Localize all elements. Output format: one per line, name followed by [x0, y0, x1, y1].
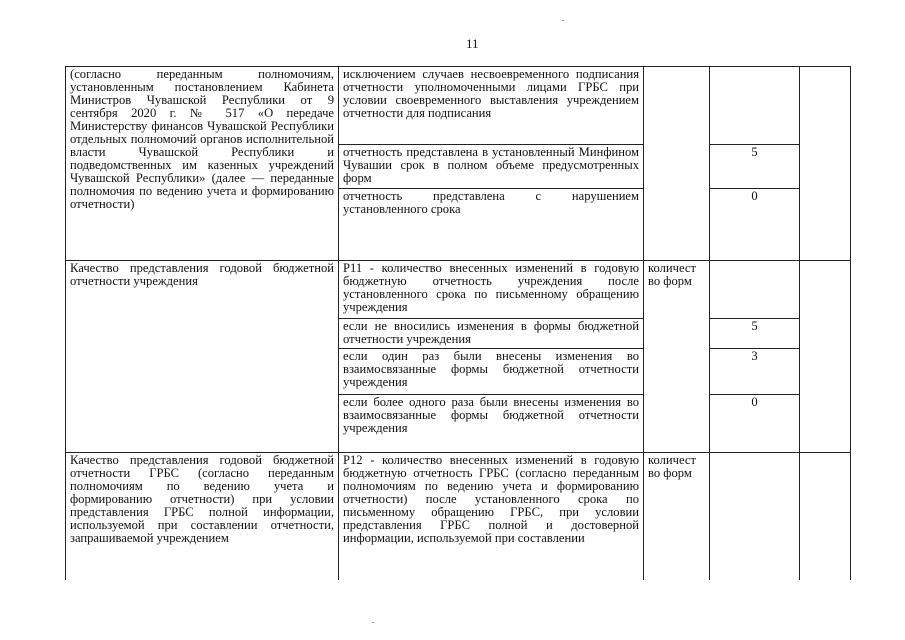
score-cell	[710, 453, 800, 593]
indicator-cell: отчетность представлена в установленный Минфином Чувашии срок в полном объеме предусмотренных форм	[339, 145, 644, 189]
criterion-cell: (согласно переданным полномочиям, установленным постановлением Кабинета Министров Чувашской Республики от 9 сентября 2020 г. № 517 «О передаче Министерству финансов Чувашской Республики отдельных полномочий органов исполнительной власти Чувашской Республики и подведомственных им казенных учреждений Чувашской Республики» (далее — переданные полномочия по ведению учета и формированию отчетности)	[66, 67, 339, 261]
page-bottom-margin	[0, 580, 905, 640]
table-row	[66, 453, 851, 593]
weight-cell	[800, 453, 851, 593]
unit-cell: количест во форм	[644, 453, 710, 593]
scan-speck	[562, 20, 564, 21]
indicator-cell: отчетность представлена с нарушением установленного срока	[339, 189, 644, 261]
indicator-cell: исключением случаев несвоевременного подписания отчетности уполномоченными лицами ГРБС при условии своевременного выставления учреждением отчетности для подписания	[339, 67, 644, 145]
score-cell	[710, 67, 800, 145]
score-cell: 5	[710, 319, 800, 349]
indicator-cell: если не вносились изменения в формы бюджетной отчетности учреждения	[339, 319, 644, 349]
scan-speck	[372, 622, 374, 623]
indicator-cell: P12 - количество внесенных изменений в годовую бюджетную отчетность ГРБС (согласно переданным полномочиям по ведению учета и формированию отчетности) после установленного срока по письменному обращению ГРБС, при условии представления ГРБС полной и достоверной информации, используемой при составлении	[339, 453, 644, 593]
table-row	[66, 261, 851, 319]
criterion-cell: Качество представления годовой бюджетной отчетности учреждения	[66, 261, 339, 453]
score-cell: 0	[710, 395, 800, 453]
table-row	[66, 67, 851, 145]
score-cell	[710, 261, 800, 319]
criterion-cell: Качество представления годовой бюджетной отчетности ГРБС (согласно переданным полномочиям по ведению учета и формированию отчетности) при условии представления ГРБС полной информации, используемой при составлении отчетности, запрашиваемой учреждением	[66, 453, 339, 593]
score-cell: 5	[710, 145, 800, 189]
criteria-table	[65, 66, 851, 593]
weight-cell	[800, 261, 851, 453]
score-cell: 3	[710, 349, 800, 395]
indicator-cell: P11 - количество внесенных изменений в годовую бюджетную отчетность учреждения после установленного срока по письменному обращению учреждения	[339, 261, 644, 319]
indicator-cell: если один раз были внесены изменения во взаимосвязанные формы бюджетной отчетности учреждения	[339, 349, 644, 395]
score-cell: 0	[710, 189, 800, 261]
unit-cell	[644, 67, 710, 261]
page-number: 11	[466, 36, 479, 51]
indicator-cell: если более одного раза были внесены изменения во взаимосвязанные формы бюджетной отчетности учреждения	[339, 395, 644, 453]
weight-cell	[800, 67, 851, 261]
unit-cell: количест во форм	[644, 261, 710, 453]
